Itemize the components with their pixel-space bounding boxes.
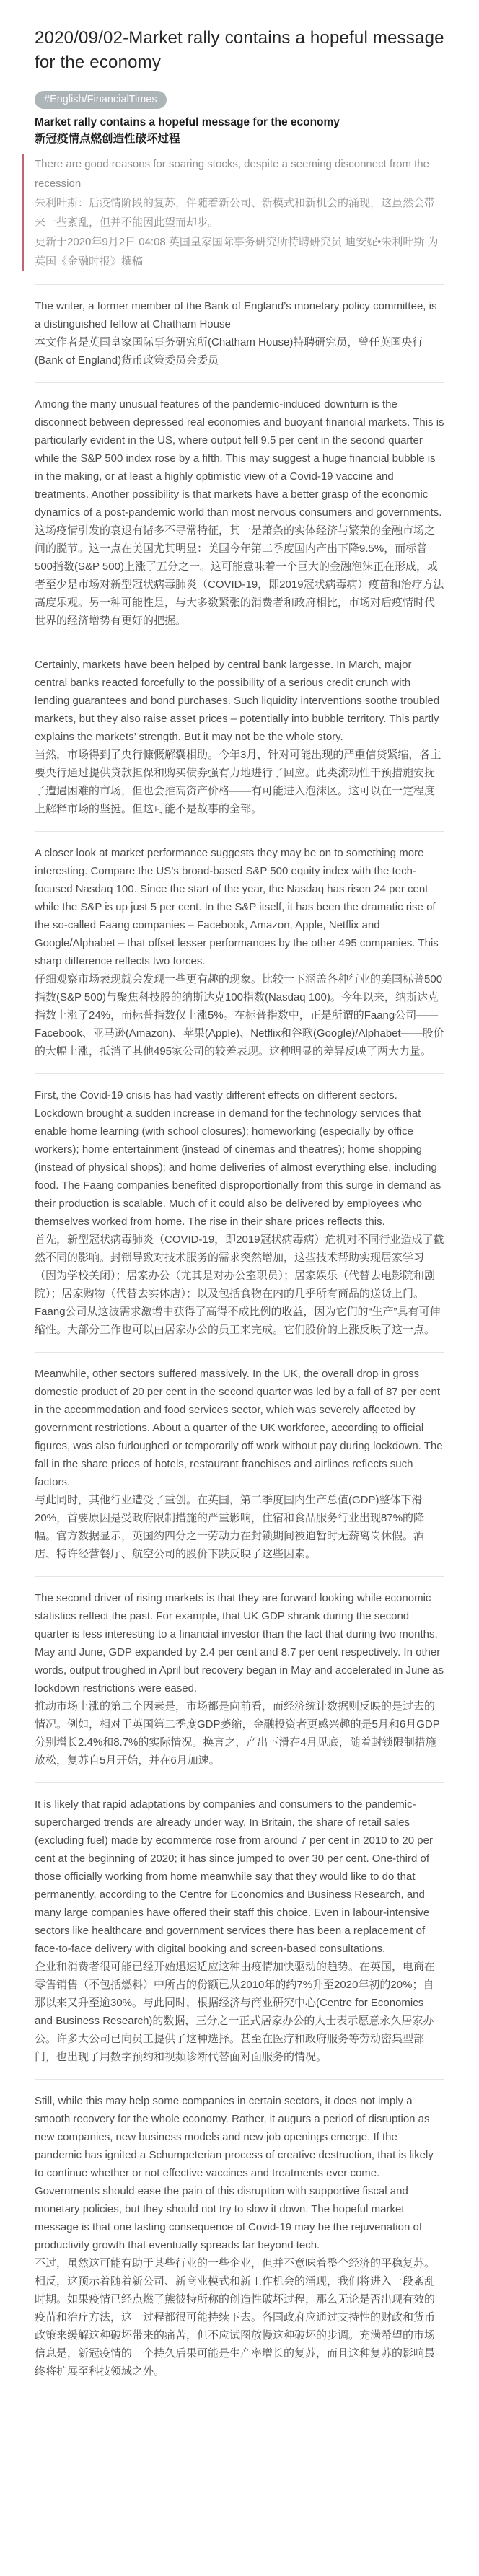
paragraph-en: Meanwhile, other sectors suffered massively. In the UK, the overall drop in gross domestic product of 20 per cent in the second quarter was led by a fall of 87 per cent in the accommodation and food services sector, which was severely affected by government restrictions. About a quarter of the UK workforce, according to official figures, was also furloughed or temporarily off work without pay during lockdown. The fall in the share prices of hotels, restaurant franchises and airlines reflects such factors. [35, 1368, 443, 1488]
section-divider [35, 284, 444, 285]
paragraph-en: First, the Covid-19 crisis has had vastly different effects on different sectors. Lockdown brought a sudden increase in demand for the technology services that enable home learning (with school closures); homeworking (especially by office workers); home entertainment (instead of cinemas and theatres); home shopping (instead of physical shops); and home deliveries of almost everything else, including food. The Faang companies benefited disproportionally from this surge in demand as their production is scalable. Much of it could also be delivered by employees who themselves worked from home. The rise in their share prices reflects this. [35, 1089, 441, 1228]
paragraph-en: Certainly, markets have been helped by central bank largesse. In March, major central banks reacted forcefully to the possibility of a serious credit crunch with lending guarantees and bond purchases. Such liquidity interventions soothe troubled markets, but they also raise asset prices – potentially into bubble territory. This partly explains the markets’ strength. But it may not be the whole story. [35, 659, 440, 743]
paragraph-zh: 仔细观察市场表现就会发现一些更有趣的现象。比较一下涵盖各种行业的美国标普500指数(S&P 500)与聚焦科技股的纳斯达克100指数(Nasdaq 100)。今年以来，纳斯达克指数上涨了24%，而标普指数仅上涨5%。在标普指数中，正是所谓的Faang公司——Facebook、亚马逊(Amazon)、苹果(Apple)、Netflix和谷歌(Google)/Alphabet——股价的大幅上涨，抵消了其他495家公司的较差表现。这种明显的差异反映了两大力量。 [35, 973, 444, 1058]
page-title: 2020/09/02-Market rally contains a hopeful message for the economy [35, 28, 444, 72]
paragraph-zh: 与此同时，其他行业遭受了重创。在英国，第二季度国内生产总值(GDP)整体下滑20%，首要原因是受政府限制措施的严重影响，住宿和食品服务行业出现87%的降幅。官方数据显示，英国约四分之一劳动力在封锁期间被迫暂时无薪离岗休假。酒店、特许经营餐厅、航空公司的股价下跌反映了这些因素。 [35, 1494, 425, 1560]
paragraph [35, 395, 444, 630]
paragraph [35, 656, 444, 818]
paragraph-en: Among the many unusual features of the pandemic-induced downturn is the disconnect between depressed real economies and buoyant financial markets. This is particularly evident in the US, where output fell 9.5 per cent in the second quarter while the S&P 500 index rose by a fifth. This may suggest a huge financial bubble is in the making, or at least a highly optimistic view of a Covid-19 vaccine and treatments. Another possibility is that markets have a better grasp of the economic dynamics of a post-pandemic world than most nervous consumers and governments. [35, 398, 444, 519]
paragraph-en: Still, while this may help some companies in certain sectors, it does not imply a smooth recovery for the whole economy. Rather, it augurs a period of disruption as new companies, new business models and new job openings emerge. If the pandemic has ignited a Schumpeterian process of creative destruction, that is likely to continue whether or not effective vaccines and treatments ever come. Governments should ease the pain of this disruption with supportive fiscal and monetary policies, but they should not try to slow it down. The hopeful market message is that one lasting consequence of Covid-19 may be the rejuvenation of productivity growth that eventually spreads far beyond tech. [35, 2095, 434, 2251]
paragraph-en: A closer look at market performance suggests they may be on to something more interesting. Compare the US’s broad-based S&P 500 equity index with the tech-focused Nasdaq 100. Since the start of the year, the Nasdaq has risen 24 per cent while the S&P is up just 5 per cent. In the S&P itself, it has been the dramatic rise of the so-called Faang companies – Facebook, Amazon, Apple, Netflix and Google/Alphabet – that offset lesser performances by the other 495 companies. This sharp difference reflects two forces. [35, 847, 439, 967]
paragraph [35, 1365, 444, 1563]
paragraph [35, 297, 444, 369]
section-divider [35, 382, 444, 383]
paragraph [35, 1795, 444, 2066]
section-divider [35, 1782, 444, 1783]
article-heading-zh: 新冠疫情点燃创造性破坏过程 [35, 133, 180, 145]
section-divider [35, 1073, 444, 1074]
paragraph [35, 1086, 444, 1339]
paragraph-zh: 首先，新型冠状病毒肺炎（COVID-19，即2019冠状病毒病）危机对不同行业造成了截然不同的影响。封锁导致对技术服务的需求突然增加，这些技术帮助实现居家学习（因为学校关闭）；居家办公（尤其是对办公室职员）；居家娱乐（代替去电影院和剧院）；居家购物（代替去实体店）；以及包括食物在内的几乎所有商品的送货上门。Faang公司从这波需求激增中获得了高得不成比例的收益，因为它们的“生产”具有可伸缩性。大部分工作也可以由居家办公的员工来完成。它们股价的上涨反映了这一点。 [35, 1234, 444, 1336]
paragraph-zh: 这场疫情引发的衰退有诸多不寻常特征，其一是萧条的实体经济与繁荣的金融市场之间的脱节。这一点在美国尤其明显：美国今年第二季度国内产出下降9.5%，而标普500指数(S&P 500)上涨了五分之一。这可能意味着一个巨大的金融泡沫正在形成，或者至少是市场对新型冠状病毒肺炎（COVID-19，即2019冠状病毒病）疫苗和治疗方法高度乐观。另一种可能性是，与大多数紧张的消费者和政府相比，市场对后疫情时代世界的经济增势有更好的把握。 [35, 524, 444, 627]
tag-badge[interactable]: #English/FinancialTimes [35, 91, 167, 109]
paragraph [35, 844, 444, 1060]
section-divider [35, 2079, 444, 2080]
paragraph-zh: 当然，市场得到了央行慷慨解囊相助。今年3月，针对可能出现的严重信贷紧缩，各主要央行通过提供贷款担保和购买债券强有力地进行了回应。此类流动性干预措施安抚了遭遇困难的市场，但也会推高资产价格——有可能进入泡沫区。这可以在一定程度上解释市场的坚挺。但这可能不是故事的全部。 [35, 749, 441, 815]
section-divider [35, 831, 444, 832]
lede-byline: 更新于2020年9月2日 04:08 英国皇家国际事务研究所特聘研究员 迪安妮•朱利叶斯 为英国《金融时报》撰稿 [35, 236, 439, 268]
paragraph-zh: 企业和消费者很可能已经开始迅速适应这种由疫情加快驱动的趋势。在英国，电商在零售销售（不包括燃料）中所占的份额已从2010年的约7%升至2020年初的20%；自那以来又升至逾30%。与此同时，根据经济与商业研究中心(Centre for Economics and Business Research)的数据，三分之一正式居家办公的人士表示愿意永久居家办公。许多大公司已向员工提供了这种选择。甚至在医疗和政府服务等劳动密集型部门，也出现了用数字预约和视频诊断代替面对面服务的情况。 [35, 1961, 436, 2063]
section-divider [35, 1576, 444, 1577]
lede-blockquote [22, 154, 444, 271]
section-divider [35, 1352, 444, 1353]
paragraph-en: The writer, a former member of the Bank of England’s monetary policy committee, is a distinguished fellow at Chatham House [35, 300, 437, 330]
lede-zh: 朱利叶斯：后疫情阶段的复苏，伴随着新公司、新模式和新机会的涌现，这虽然会带来一些紊乱，但并不能因此望而却步。 [35, 197, 436, 229]
paragraph [35, 1589, 444, 1770]
paragraph-en: The second driver of rising markets is that they are forward looking while economic statistics reflect the past. For example, that UK GDP shrank during the second quarter is less interesting to a financial investor than the fact that during two months, May and June, GDP expanded by 2.4 per cent and 8.7 per cent respectively. In other words, output troughed in April but recovery began in May and accelerated in June as lockdown restrictions were eased. [35, 1592, 444, 1694]
paragraph-en: It is likely that rapid adaptations by companies and consumers to the pandemic-supercharged trends are already under way. In Britain, the share of retail sales (excluding fuel) made by ecommerce rose from around 7 per cent in 2010 to 20 per cent at the beginning of 2020; it has since jumped to over 30 per cent. One-third of those officially working from home meanwhile say that they would like to do that permanently, according to the Centre for Economics and Business Research, and many large companies have offered their staff this choice. Even in labour-intensive sectors like healthcare and government services there has been a replacement of face-to-face delivery with digital booking and screen-based consultations. [35, 1798, 433, 1955]
paragraph [35, 2092, 444, 2381]
paragraph-zh: 本文作者是英国皇家国际事务研究所(Chatham House)特聘研究员，曾任英国央行(Bank of England)货币政策委员会委员 [35, 336, 423, 366]
paragraph-zh: 推动市场上涨的第二个因素是，市场都是向前看，而经济统计数据则反映的是过去的情况。例如，相对于英国第二季度GDP萎缩，金融投资者更感兴趣的是5月和6月GDP分别增长2.4%和8.7%的实际情况。换言之，产出下滑在4月见底，随着封锁限制措施放松，复苏自5月开始，并在6月加速。 [35, 1700, 440, 1767]
lede-en: There are good reasons for soaring stocks, despite a seeming disconnect from the recession [35, 158, 429, 190]
paragraph-zh: 不过，虽然这可能有助于某些行业的一些企业，但并不意味着整个经济的平稳复苏。相反，这预示着随着新公司、新商业模式和新工作机会的涌现，我们将进入一段紊乱时期。如果疫情已经点燃了熊彼特所称的创造性破坏过程，那么无论是否出现有效的疫苗和治疗方法，这一过程都很可能持续下去。各国政府应通过支持性的财政和货币政策来缓解这种破坏带来的痛苦，但不应试图放慢这种破坏的步调。充满希望的市场信息是，新冠疫情的一个持久后果可能是生产率增长的复苏，而且这种复苏的影响最终将扩展至科技领域之外。 [35, 2257, 436, 2378]
article-heading-en: Market rally contains a hopeful message for the economy [35, 116, 340, 128]
